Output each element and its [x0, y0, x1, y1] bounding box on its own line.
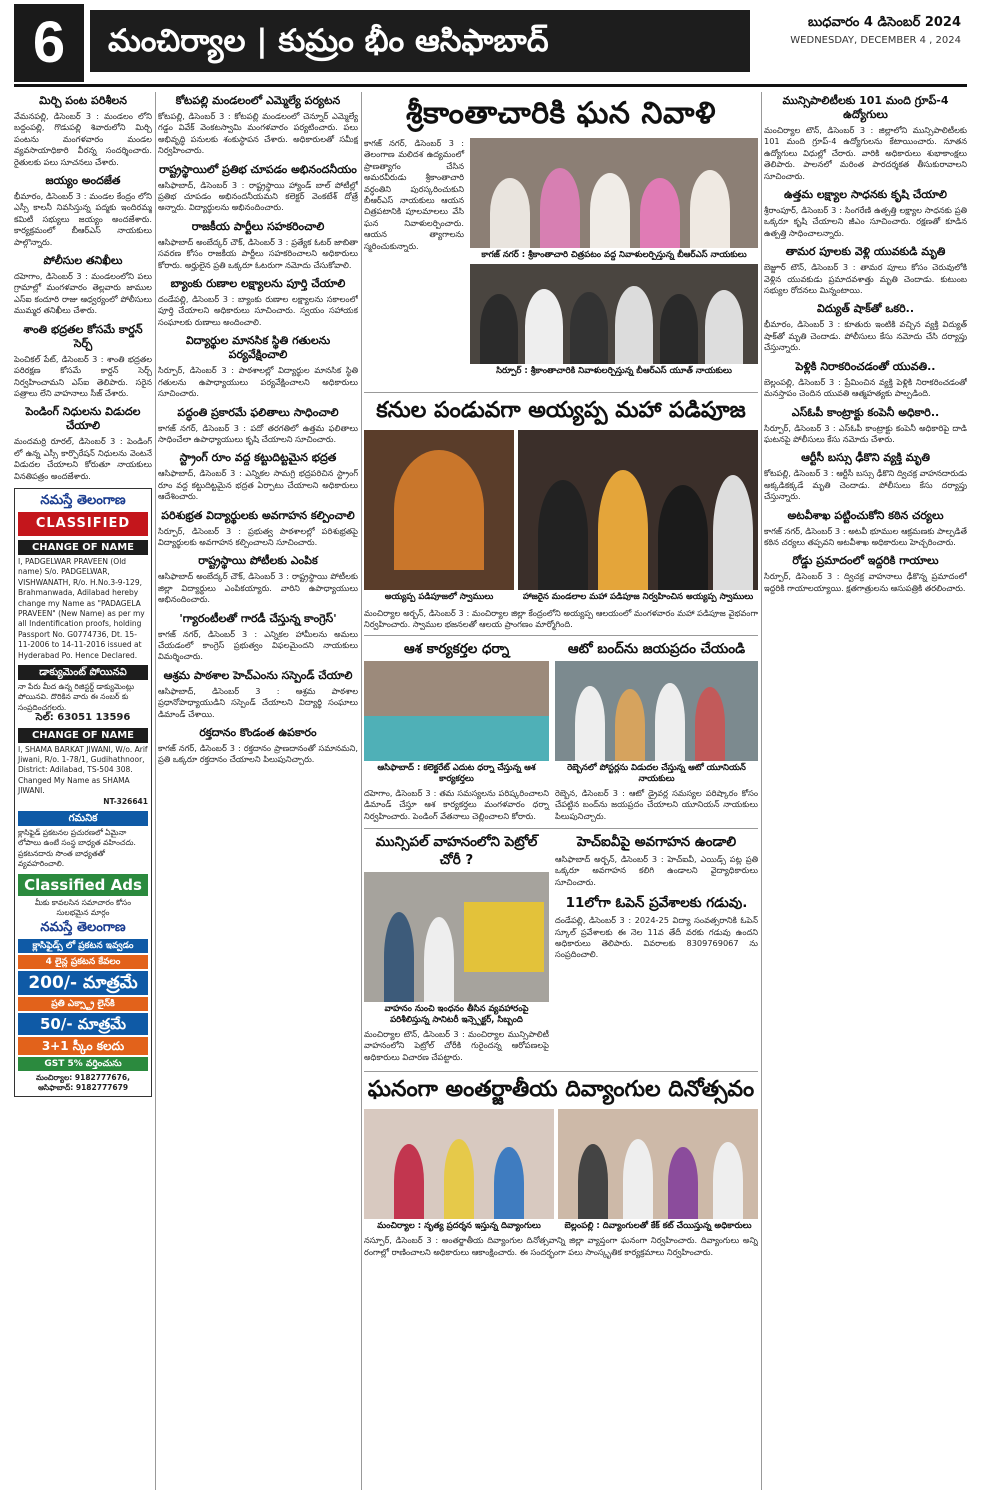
brief-body: కోటపల్లి, డిసెంబర్ 3 : కోటపల్లి మండలంలో చెన్నూర్ ఎమ్మెల్యే గడ్డం వివేక్ వెంకటస్వామి మంగళవారం పర్యటించారు. పలు అభివృద్ధి పనులకు శంకుస్థాపన చేశారు. అధికారులతో సమీక్ష నిర్వహించారు. — [158, 111, 358, 156]
lead-photo-1 — [470, 138, 758, 248]
disability-photo-1 — [364, 1109, 554, 1219]
auto-body: రెబ్బెన, డిసెంబర్ 3 : ఆటో డ్రైవర్ల సమస్యల పరిష్కారం కోసం చేపట్టిన బంద్‌ను జయప్రదం చేయాలని యూనియన్ నాయకులు పిలుపునిచ్చారు. — [555, 787, 758, 821]
ayyappa-caption-2: హాజరైన మండలాల మహా పడిపూజ నిర్వహించిన అయ్యప్ప స్వాములు — [522, 592, 754, 602]
lead-photos — [470, 138, 758, 388]
brief-article — [158, 406, 358, 446]
ad-paper-name: నమస్తే తెలంగాణ — [40, 919, 126, 935]
brief-headline: రోడ్డు ప్రమాదంలో ఇద్దరికి గాయాలు — [792, 554, 939, 568]
brief-headline: మున్సిపాలిటీలకు 101 మంది గ్రూప్-4 ఉద్యోగులు — [782, 94, 949, 121]
ad-contact: మంచిర్యాల: 9182777676, ఆసిఫాబాద్: 9182777679 — [36, 1072, 130, 1092]
column-divider — [155, 92, 156, 1490]
brief-article — [14, 254, 152, 317]
brief-article — [764, 406, 967, 446]
brief-headline: రాష్ట్రస్థాయిలో ప్రతిభ చూపడం అభినందనీయం — [159, 162, 357, 176]
auto-photo — [555, 661, 758, 761]
petrol-body: మంచిర్యాల టౌన్, డిసెంబర్ 3 : మంచిర్యాల మున్సిపాలిటీ వాహనంలోని పెట్రోల్ చోరీకి గురైందన్న ఆరోపణలపై అధికారులు విచారణ చేపట్టారు. — [364, 1029, 549, 1062]
classified-box-title: గమనిక — [18, 811, 148, 826]
openschool-headline: 11లోగా ఓపెన్ ప్రవేశాలకు గడువు. — [565, 895, 748, 912]
brief-article — [764, 451, 967, 502]
openschool-text — [555, 915, 758, 961]
newspaper-logo: నమస్తే తెలంగాణ — [40, 492, 126, 508]
brief-body: మంచిర్యాల టౌన్, డిసెంబర్ 3 : జిల్లాలోని మున్సిపాలిటీలకు 101 మంది గ్రూప్-4 ఉద్యోగులను కేటాయించారు. నూతన ఉద్యోగులు విధుల్లో చేరారు. వారికి అధికారులు శుభాకాంక్షలు తెలిపారు. పాలనలో మరింత పారదర్శకత తీసుకురావాలని సూచించారు. — [764, 125, 967, 181]
page-number: 6 — [14, 4, 84, 82]
brief-body: ఆసిఫాబాద్ అంబేద్కర్ చౌక్, డిసెంబర్ 3 : రాష్ట్రస్థాయి పోటీలకు జిల్లా విద్యార్థులు ఎంపికయ్యారు. వారిని ఉపాధ్యాయులు అభినందించారు. — [158, 571, 358, 605]
brief-body: ఆసిఫాబాద్, డిసెంబర్ 3 : రాష్ట్రస్థాయి హ్యాండ్ బాల్ పోటీల్లో ప్రతిభ చూపడం అభినందనీయమని కలెక్టర్ వెంకటేశ్ దోత్రే అన్నారు. విద్యార్థులను అభినందించారు. — [158, 179, 358, 213]
brief-body: బెజ్జూర్ టౌన్, డిసెంబర్ 3 : తామర పూలు కోసం చెరువులోకి వెళ్లిన యువకుడు ప్రమాదవశాత్తు మృతి చెందాడు. కుటుంబ సభ్యుల రోదనలు మిన్నంటాయి. — [764, 262, 967, 296]
brief-headline: తామర పూలకు వెళ్లి యువకుడి మృతి — [785, 245, 946, 259]
column-divider — [361, 92, 362, 1490]
brief-article — [14, 323, 152, 400]
auto-story — [555, 638, 758, 824]
brief-article — [158, 451, 358, 502]
brief-headline: ఎస్ఓపీ కాంట్రాక్టు కంపెనీ అధికారి.. — [791, 405, 940, 419]
brief-headline: స్ట్రాంగ్ రూం వద్ద కట్టుదిట్టమైన భద్రత — [179, 451, 337, 465]
masthead — [0, 0, 981, 88]
disability-photo-block — [558, 1109, 758, 1235]
ad-subtitle: క్లాసిఫైడ్స్ లో ప్రకటన ఇవ్వడం — [18, 939, 148, 953]
brief-headline: జయ్యం అందజేత — [45, 174, 121, 188]
brief-body: భీమారం, డిసెంబర్ 3 : కూతురు ఇంటికి వచ్చిన వ్యక్తి విద్యుత్ షాక్‌తో మృతి చెందాడు. పోలీసులు కేసు నమోదు చేసి దర్యాప్తు చేస్తున్నారు. — [764, 319, 967, 353]
column-briefs-right — [764, 92, 967, 1490]
brief-headline: శాంతి భద్రతల కోసమే కార్డన్ సెర్చ్ — [23, 322, 143, 350]
classified-section — [14, 488, 152, 1097]
classified-ads-logo: Classified Ads — [18, 874, 148, 896]
classified-ref: NT-326641 — [103, 796, 148, 806]
brief-article — [158, 726, 358, 766]
classified-box-title: CHANGE OF NAME — [18, 540, 148, 555]
date-telugu: బుధవారం 4 డిసెంబర్ 2024 — [808, 15, 961, 30]
brief-headline: పెండింగ్ నిధులను విడుదల చేయాలి — [25, 405, 141, 433]
brief-headline: బ్యాంకు రుణాల లక్ష్యాలను పూర్తి చేయాలి — [170, 277, 346, 291]
district-title: మంచిర్యాల | కుమ్రం భీం ఆసిఫాబాద్ — [90, 10, 750, 72]
brief-article — [764, 509, 967, 549]
brief-body: ఆసిఫాబాద్ అంబేద్కర్ చౌక్, డిసెంబర్ 3 : ప్రత్యేక ఓటర్ జాబితా సవరణ కోసం రాజకీయ పార్టీలు సహకరించాలని అధికారులు కోరారు. అర్హులైన ప్రతి ఒక్కరూ ఓటరుగా నమోదు చేసుకోవాలి. — [158, 236, 358, 270]
ad-offer: 3+1 స్కీం కలదు — [18, 1037, 148, 1055]
classified-box-text: నా పేరు మీద ఉన్న రిజిస్టర్డ్ డాక్యుమెంట్లు పోయినవి. దొరికిన వారు ఈ నంబర్ కు సంప్రదించగలరు. — [18, 682, 135, 712]
brief-headline: అటవీశాఖ పట్టించుకోని కఠిన చర్యలు — [787, 508, 944, 522]
brief-headline: రాజకీయ పార్టీలు సహకరించాలి — [191, 219, 325, 233]
auto-headline: ఆటో బంద్‌ను జయప్రదం చేయండి — [567, 640, 746, 657]
petrol-headline: మున్సిపల్ వాహనంలోని పెట్రోల్ చోరీ ? — [375, 834, 538, 869]
ayyappa-photo-block — [518, 430, 758, 606]
asha-caption: ఆసిఫాబాద్ : కలెక్టరేట్ ఎదుట ధర్నా చేస్తున్న ఆశ కార్యకర్తలు — [377, 762, 536, 784]
lead-caption-2: సిర్పూర్ : శ్రీకాంతాచారికి నివాళులర్పిస్తున్న బీఆర్ఎస్ యూత్ నాయకులు — [496, 366, 732, 376]
disability-body: నస్పూర్, డిసెంబర్ 3 : అంతర్జాతీయ దివ్యాంగుల దినోత్సవాన్ని జిల్లా వ్యాప్తంగా ఘనంగా నిర్వహించారు. దివ్యాంగులు అన్ని రంగాల్లో రాణించాలని అధికారులు ఆకాంక్షించారు. ఈ సందర్భంగా పలు సాంస్కృతిక కార్యక్రమాలు నిర్వహించారు. — [364, 1235, 758, 1257]
disability-caption-2: బెల్లంపల్లి : దివ్యాంగులతో కేక్ కట్ చేయిస్తున్న అధికారులు — [564, 1221, 752, 1232]
brief-body: ఆసిఫాబాద్, డిసెంబర్ 3 : ఎన్నికల సామగ్రి భద్రపరిచిన స్ట్రాంగ్ రూం వద్ద కట్టుదిట్టమైన భద్రత ఏర్పాటు చేయాలని అధికారులు ఆదేశించారు. — [158, 468, 358, 502]
auto-text — [555, 788, 758, 822]
lead-story — [364, 138, 758, 388]
brief-article — [14, 174, 152, 248]
brief-article — [158, 220, 358, 271]
brief-article — [158, 277, 358, 328]
hiv-story — [555, 831, 758, 1065]
brief-body: కాగజ్ నగర్, డిసెంబర్ 3 : పదో తరగతిలో ఉత్తమ ఫలితాలు సాధించేలా ఉపాధ్యాయులు కృషి చేయాలని సూచించారు. — [158, 422, 358, 444]
brief-body: సిర్పూర్, డిసెంబర్ 3 : పాఠశాలల్లో విద్యార్థుల మానసిక స్థితి గతులను ఉపాధ్యాయులు పర్యవేక్షించాలని అధికారులు సూచించారు. — [158, 365, 358, 399]
brief-headline: విద్యార్థుల మానసిక స్థితి గతులను పర్యవేక్షించాలి — [185, 334, 331, 362]
ayyappa-headline: కనుల పండువగా అయ్యప్ప మహా పడిపూజ — [364, 392, 758, 426]
disability-caption-1: మంచిర్యాల : నృత్య ప్రదర్శన ఇస్తున్న దివ్యాంగులు — [377, 1221, 541, 1232]
brief-article — [158, 612, 358, 663]
brief-body: మందమర్రి రూరల్, డిసెంబర్ 3 : పెండింగ్ లో ఉన్న ఎస్సీ కార్పొరేషన్ నిధులను వెంటనే విడుదల చేయాలని కోరుతూ నాయకులు వినతిపత్రం అందజేశారు. — [14, 436, 152, 481]
column-divider — [761, 92, 762, 1490]
brief-headline: పద్ధంతి ప్రకారమే ఫలితాలు సాధించాలి — [177, 405, 339, 419]
lead-body: కాగజ్ నగర్, డిసెంబర్ 3 : తెలంగాణ మలిదశ ఉద్యమంలో ప్రాణత్యాగం చేసిన అమరవీరుడు శ్రీకాంతాచారి వర్ధంతిని పురస్కరించుకుని బీఆర్ఎస్ నాయకులు ఆయన చిత్రపటానికి పూలమాలలు వేసి ఘన నివాళులర్పించారు. ఆయన త్యాగాలను స్మరించుకున్నారు. — [364, 138, 464, 251]
brief-body: కోటపల్లి, డిసెంబర్ 3 : ఆర్టీసీ బస్సు ఢీకొని ద్విచక్ర వాహనదారుడు అక్కడికక్కడే మృతి చెందాడు. పోలీసులు కేసు దర్యాప్తు చేస్తున్నారు. — [764, 468, 967, 502]
disability-text — [364, 1235, 758, 1258]
classified-box-text: క్లాసిఫైడ్ ప్రకటనల ప్రచురణలో ఏమైనా లోపాలు ఉంటే సంస్థ బాధ్యత వహించదు. ప్రకటనదారు సొంత బాధ్యతతో వ్యవహరించాలి. — [18, 828, 136, 869]
petrol-story — [364, 831, 549, 1065]
ayyappa-text — [364, 608, 758, 631]
lead-photo-2 — [470, 264, 758, 364]
classified-phone: సెల్: 63051 13596 — [35, 712, 131, 724]
ayyappa-photo-1 — [364, 430, 514, 590]
brief-article — [764, 302, 967, 353]
brief-article — [764, 188, 967, 239]
brief-body: బెల్లంపల్లి, డిసెంబర్ 3 : ప్రేమించిన వ్యక్తి పెళ్లికి నిరాకరించడంతో మనస్తాపం చెందిన యువతి ఆత్మహత్యకు పాల్పడింది. — [764, 376, 967, 399]
disability-photo-2 — [558, 1109, 758, 1219]
ayyappa-photo-block — [364, 430, 514, 606]
brief-article — [764, 554, 967, 594]
brief-headline: కోటపల్లి మండలంలో ఎమ్మెల్యే పర్యటన — [175, 94, 341, 107]
petrol-photo — [364, 872, 549, 1002]
masthead-rule — [14, 84, 967, 87]
brief-body: కాగజ్ నగర్, డిసెంబర్ 3 : రక్తదానం ప్రాణదానంతో సమానమని, ప్రతి ఒక్కరూ రక్తదానం చేయాలని పిలుపునిచ్చారు. — [158, 743, 358, 765]
asha-photo — [364, 661, 549, 761]
brief-headline: విద్యుత్ షాక్‌తో ఒకరి.. — [816, 302, 915, 316]
brief-headline: పోలీసుల తనిఖీలు — [43, 254, 123, 268]
brief-article — [764, 245, 967, 296]
petrol-hiv-row — [364, 828, 758, 1065]
asha-headline: ఆశ కార్యకర్తల ధర్నా — [403, 640, 510, 657]
brief-article — [158, 163, 358, 214]
ad-tagline: మీకు కావలసిన సమాచారం కోసం సులభమైన మార్గం — [34, 897, 132, 918]
disability-photos — [364, 1109, 758, 1235]
ad-lines: 4 లైన్ల ప్రకటన కేవలం — [18, 955, 148, 969]
hiv-text — [555, 854, 758, 888]
asha-text — [364, 788, 549, 822]
brief-body: సిర్పూర్, డిసెంబర్ 3 : ప్రభుత్వ పాఠశాలల్లో పరిశుభ్రతపై విద్యార్థులకు అవగాహన కల్పించాలని సూచించారు. — [158, 525, 358, 547]
brief-headline: మిర్చి పంట పరిశీలన — [39, 94, 127, 107]
brief-headline: ఉత్తమ లక్ష్యాల సాధనకు కృషి చేయాలి — [784, 188, 947, 202]
brief-body: దహెగాం, డిసెంబర్ 3 : మండలంలోని పలు గ్రామాల్లో మంగళవారం తెల్లవారు జాముల ఎస్ఐ కందూరి రాజు ఆధ్వర్యంలో పోలీసులు ముమ్మర తనిఖీలు చేశారు. — [14, 271, 152, 316]
date-english: WEDNESDAY, DECEMBER 4 , 2024 — [790, 35, 961, 46]
brief-body: కాగజ్ నగర్, డిసెంబర్ 3 : ఎన్నికల హామీలను అమలు చేయడంలో కాంగ్రెస్ ప్రభుత్వం విఫలమైందని నాయకులు విమర్శించారు. — [158, 628, 358, 662]
openschool-body: దండేపల్లి, డిసెంబర్ 3 : 2024-25 విద్యా సంవత్సరానికి ఓపెన్ స్కూల్ ప్రవేశాలకు ఈ నెల 11వ తేదీ వరకు గడువు ఉందని అధికారులు తెలిపారు. వివరాలకు 8309769067 ను సంప్రదించాలి. — [555, 915, 758, 960]
petrol-caption: వాహనం నుంచి ఇంధనం తీసిన వ్యవహారంపై పరిశీలిస్తున్న సానిటరీ ఇన్స్పెక్టర్, సిబ్బంది — [384, 1004, 529, 1026]
brief-body: శ్రీరాంపూర్, డిసెంబర్ 3 : సింగరేణి ఉత్పత్తి లక్ష్యాల సాధనకు ప్రతి ఒక్కరూ కృషి చేయాలని జీఎం సూచించారు. రక్షణతో కూడిన ఉత్పత్తి సాధించాలన్నారు. — [764, 205, 967, 238]
ad-price: 200/- మాత్రమే — [18, 971, 148, 995]
disability-photo-block — [364, 1109, 554, 1235]
brief-headline: ఆర్టీసీ బస్సు ఢీకొని వ్యక్తి మృతి — [801, 451, 930, 465]
brief-body: భీమారం, డిసెంబర్ 3 : మండల కేంద్రం లోని ఎస్సీ కాలనీ నివసిస్తున్న పద్మకు ఇందిరమ్మ కమిటీ సభ్యులు జయ్యం అందజేశారు. కార్యక్రమంలో బీఆర్ఎస్ నాయకులు పాల్గొన్నారు. — [14, 191, 152, 247]
column-briefs-second — [158, 92, 358, 1490]
classified-box-text: I, SHAMA BARKAT JIWANI, W/o. Arif Jiwani, R/o. 1-78/1, Gudihathnoor, District: Adilabad, TS-504 308. Changed My Name as SHAMA JIWANI. — [18, 744, 148, 796]
ad-extra-price: 50/- మాత్రమే — [18, 1013, 148, 1035]
lead-text-column — [364, 138, 464, 388]
brief-body: దండేపల్లి, డిసెంబర్ 3 : బ్యాంకు రుణాల లక్ష్యాలను సకాలంలో పూర్తి చేయాలని అధికారులు సూచించారు. స్వయం సహాయక సంఘాలకు రుణాలు అందించాలి. — [158, 294, 358, 327]
classified-box-title: CHANGE OF NAME — [18, 728, 148, 743]
brief-body: సిర్పూర్, డిసెంబర్ 3 : ద్విచక్ర వాహనాలు ఢీకొన్న ప్రమాదంలో ఇద్దరికి గాయాలయ్యాయి. క్షతగాత్రులను ఆసుపత్రికి తరలించారు. — [764, 571, 967, 593]
asha-story — [364, 638, 549, 824]
column-briefs-left — [14, 92, 152, 1490]
petrol-text — [364, 1029, 549, 1063]
brief-article — [158, 669, 358, 720]
brief-body: వేమనపల్లి, డిసెంబర్ 3 : మండలం లోని బద్దంపల్లి, గొడుపల్లి శివారులోని మిర్చి పంటను మంగళవారం మండల వ్యవసాయాధికారి వీరన్న సందర్శించారు. రైతులకు పలు సూచనలు చేశారు. — [14, 111, 152, 167]
ayyappa-photos — [364, 430, 758, 606]
ad-gst: GST 5% వర్తించును — [18, 1057, 148, 1071]
brief-headline: 'గ్యారంటీలతో గారడీ చేస్తున్న కాంగ్రెస్' — [179, 611, 337, 625]
hiv-body: ఆసిఫాబాద్ అర్బన్, డిసెంబర్ 3 : హెచ్ఐవీ, ఎయిడ్స్ పట్ల ప్రతి ఒక్కరూ అవగాహన కలిగి ఉండాలని వైద్యాధికారులు సూచించారు. — [555, 854, 758, 887]
ayyappa-caption-1: అయ్యప్ప పడిపూజలో స్వాములు — [384, 592, 494, 602]
brief-headline: పరిశుభ్రత విద్యార్థులకు అవగాహన కల్పించాలి — [161, 508, 355, 522]
classified-ribbon: CLASSIFIED — [18, 512, 148, 536]
brief-article — [764, 94, 967, 182]
ayyappa-photo-2 — [518, 430, 758, 590]
brief-headline: రాష్ట్రస్థాయి పోటీలకు ఎంపిక — [198, 554, 318, 568]
brief-headline: ఆశ్రమ పాఠశాల హెచ్ఎంను సస్పెండ్ చేయాలి — [163, 668, 353, 682]
auto-caption: రెబ్బెనలో పోస్టర్లను విడుదల చేస్తున్న ఆటో యూనియన్ నాయకులు — [567, 762, 746, 784]
ayyappa-body: మంచిర్యాల అర్బన్, డిసెంబర్ 3 : మంచిర్యాల జిల్లా కేంద్రంలోని అయ్యప్ప ఆలయంలో మంగళవారం మహా పడిపూజ వైభవంగా నిర్వహించారు. స్వాముల భజనలతో ఆలయ ప్రాంగణం మార్మోగింది. — [364, 608, 758, 630]
hiv-headline: హెచ్ఐవీపై అవగాహన ఉండాలి — [576, 834, 737, 851]
brief-article — [158, 94, 358, 157]
brief-body: కాగజ్ నగర్, డిసెంబర్ 3 : అటవీ భూముల ఆక్రమణకు పాల్పడితే కఠిన చర్యలు తప్పవని అటవీశాఖ అధికారులు హెచ్చరించారు. — [764, 525, 967, 547]
brief-article — [158, 509, 358, 549]
column-center — [364, 92, 758, 1490]
brief-body: పెంచికల్ పేట్, డిసెంబర్ 3 : శాంతి భద్రతల పరిరక్షణ కోసమే కార్డన్ సెర్చ్ నిర్వహించామని ఎస్ఐ తెలిపారు. సరైన పత్రాలు లేని వాహనాలు సీజ్ చేశారు. — [14, 353, 152, 398]
disability-headline: ఘనంగా అంతర్జాతీయ దివ్యాంగుల దినోత్సవం — [364, 1071, 758, 1105]
edition-date — [761, 14, 961, 50]
brief-headline: పెళ్లికి నిరాకరించడంతో యువతి.. — [795, 359, 936, 373]
brief-body: సిర్పూర్, డిసెంబర్ 3 : ఎస్ఓపీ కాంట్రాక్టు కంపెనీ అధికారిపై దాడి ఘటనపై పోలీసులు కేసు నమోదు చేశారు. — [764, 422, 967, 444]
brief-article — [764, 360, 967, 400]
lead-caption-1: కాగజ్ నగర్ : శ్రీకాంతాచారి చిత్రపటం వద్ద నివాళులర్పిస్తున్న బీఆర్ఎస్ నాయకులు — [481, 250, 747, 260]
brief-article — [158, 334, 358, 399]
brief-article — [14, 94, 152, 168]
asha-body: దహెగాం, డిసెంబర్ 3 : తమ సమస్యలను పరిష్కరించాలని డిమాండ్ చేస్తూ ఆశ కార్యకర్తలు మంగళవారం ధర్నా నిర్వహించారు. పెండింగ్ వేతనాలు చెల్లించాలని కోరారు. — [364, 787, 549, 821]
brief-body: ఆసిఫాబాద్, డిసెంబర్ 3 : ఆశ్రమ పాఠశాల ప్రధానోపాధ్యాయుడిని సస్పెండ్ చేయాలని విద్యార్థి సంఘాలు డిమాండ్ చేశాయి. — [158, 685, 358, 719]
ad-extra-line: ప్రతి ఎక్స్ట్రా లైన్‌కి — [18, 997, 148, 1011]
brief-headline: రక్తదానం కొండంత ఉపకారం — [199, 726, 317, 739]
brief-article — [158, 554, 358, 605]
asha-auto-row — [364, 635, 758, 824]
lead-headline: శ్రీకాంతాచారికి ఘన నివాళి — [406, 96, 716, 131]
brief-article — [14, 405, 152, 482]
classified-box-title: డాక్యుమెంట్ పోయినవి — [18, 665, 148, 680]
classified-box-text: I, PADGELWAR PRAVEEN (Old name) S/o. PADGELWAR, VISHWANATH, R/o. H.No.3-9-129, Brahmanwada, Adilabad hereby change my Name as "PADAGELA PRAVEEN" (New Name) as per my all Indentification proofs, holding Passport No. G0774736, Dt. 15-11-2006 to 14-11-2016 issued at Hyderabad Po. Hence Declared. — [18, 556, 145, 660]
